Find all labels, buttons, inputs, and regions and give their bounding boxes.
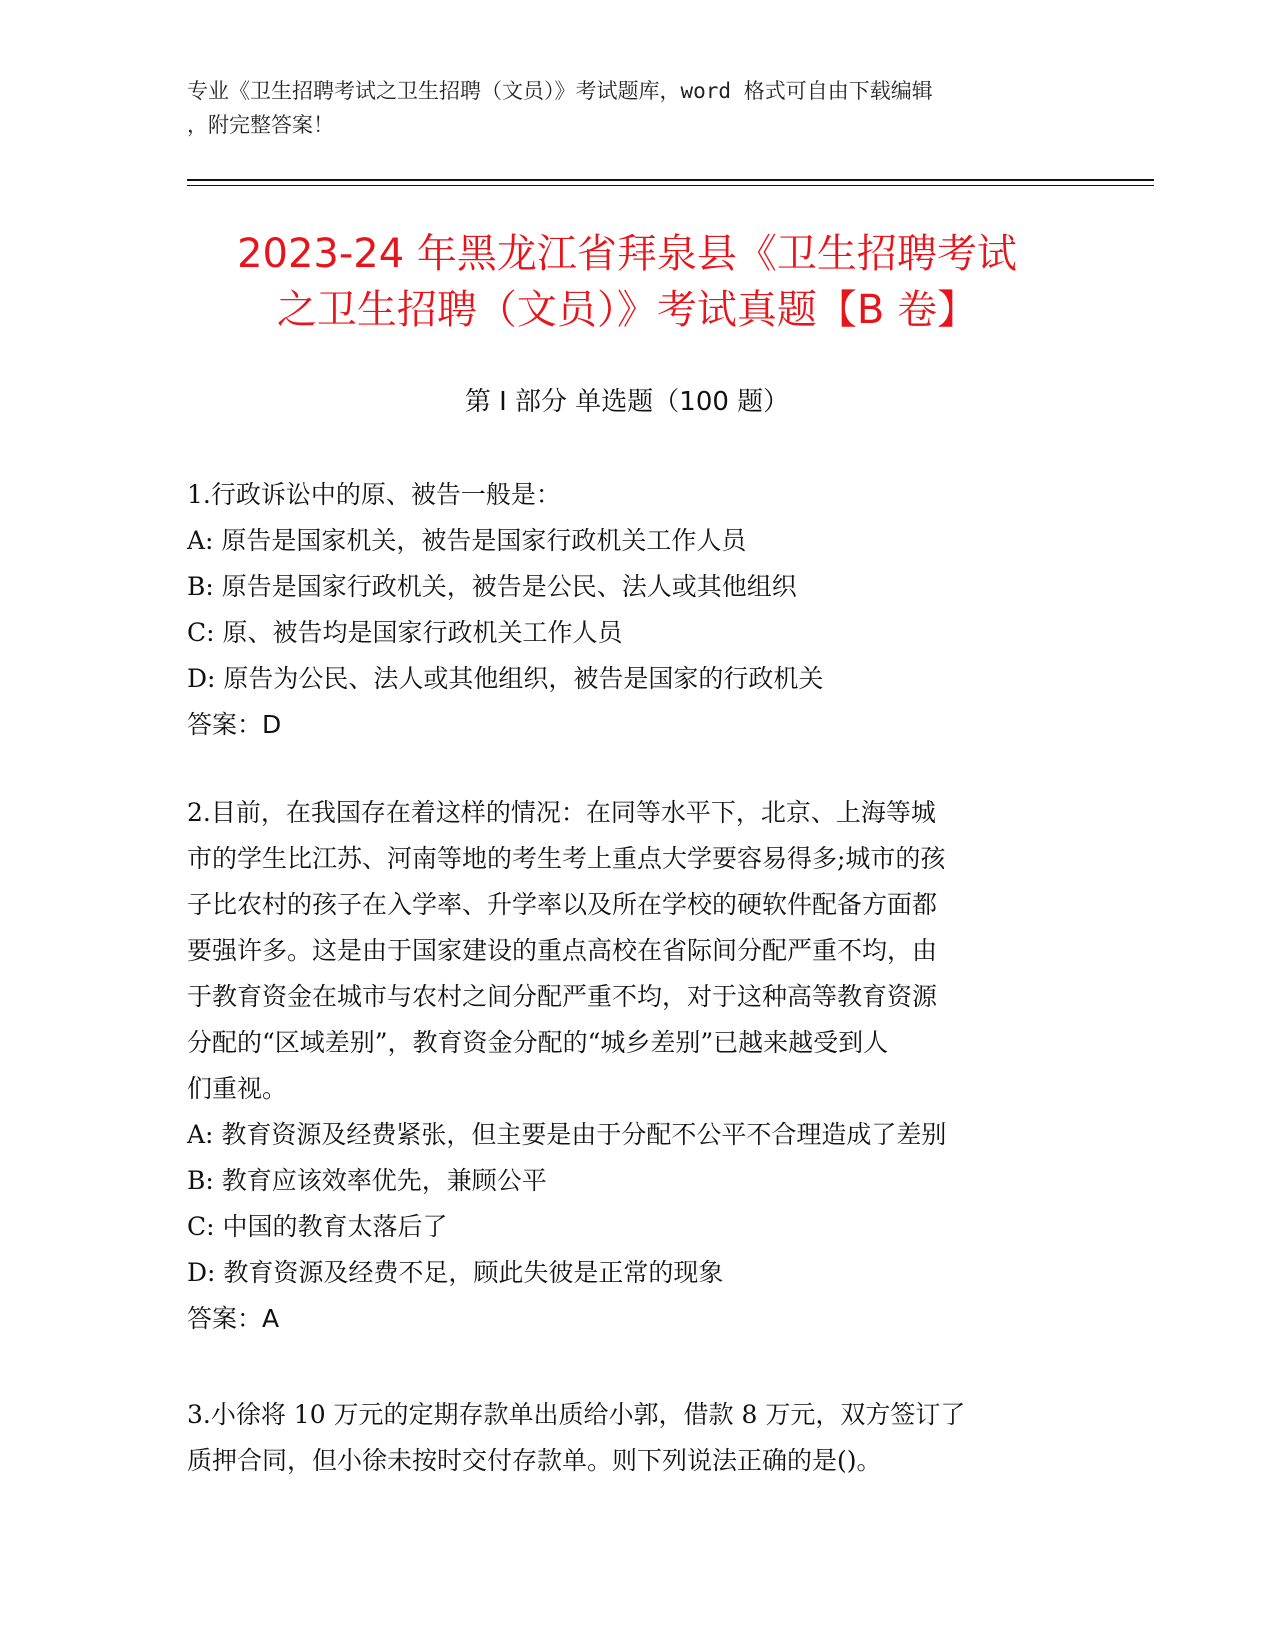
question-stem-line: 于教育资金在城市与农村之间分配严重不均，对于这种高等教育资源 — [187, 982, 938, 1011]
document-title-line-2: 之卫生招聘（文员）》考试真题【B 卷】 — [276, 287, 978, 333]
document-title — [187, 226, 1067, 338]
option-b: B: 教育应该效率优先，兼顾公平 — [187, 1166, 547, 1195]
option-a: A: 教育资源及经费紧张，但主要是由于分配不公平不合理造成了差别 — [187, 1120, 947, 1149]
answer: 答案：D — [187, 710, 282, 739]
header-rule-thin — [187, 185, 1154, 186]
question-2 — [187, 790, 1077, 1342]
header-rule-thick — [187, 179, 1154, 181]
answer: 答案：A — [187, 1304, 280, 1333]
option-d: D: 原告为公民、法人或其他组织，被告是国家的行政机关 — [187, 664, 824, 693]
option-c: C: 中国的教育太落后了 — [187, 1212, 448, 1241]
header-note-line-2: ，附完整答案！ — [187, 113, 334, 137]
option-b: B: 原告是国家行政机关，被告是公民、法人或其他组织 — [187, 572, 797, 601]
question-stem-line: 子比农村的孩子在入学率、升学率以及所在学校的硬软件配备方面都 — [187, 890, 938, 919]
question-1 — [187, 472, 1077, 748]
option-c: C: 原、被告均是国家行政机关工作人员 — [187, 618, 623, 647]
question-3 — [187, 1392, 1077, 1484]
header-note-line-1: 专业《卫生招聘考试之卫生招聘（文员）》考试题库，word 格式可自由下载编辑 — [187, 79, 933, 103]
document-title-line-1: 2023-24 年黑龙江省拜泉县《卫生招聘考试 — [237, 231, 1017, 277]
question-stem-line: 们重视。 — [187, 1074, 288, 1103]
question-stem-line: 3.小徐将 10 万元的定期存款单出质给小郭，借款 8 万元，双方签订了 — [187, 1400, 966, 1429]
question-stem: 1.行政诉讼中的原、被告一般是： — [187, 480, 561, 509]
option-a: A: 原告是国家机关，被告是国家行政机关工作人员 — [187, 526, 747, 555]
question-stem-line: 市的学生比江苏、河南等地的考生考上重点大学要容易得多;城市的孩 — [187, 844, 946, 873]
question-stem-line: 2.目前，在我国存在着这样的情况：在同等水平下，北京、上海等城 — [187, 798, 936, 827]
section-title: 第 I 部分 单选题（100 题） — [464, 387, 790, 417]
question-stem-line: 分配的“区域差别”，教育资金分配的“城乡差别”已越来越受到人 — [187, 1028, 889, 1057]
header-note — [187, 74, 1087, 142]
question-stem-line: 要强许多。这是由于国家建设的重点高校在省际间分配严重不均，由 — [187, 936, 938, 965]
question-stem-line: 质押合同，但小徐未按时交付存款单。则下列说法正确的是()。 — [187, 1446, 882, 1475]
option-d: D: 教育资源及经费不足，顾此失彼是正常的现象 — [187, 1258, 724, 1287]
